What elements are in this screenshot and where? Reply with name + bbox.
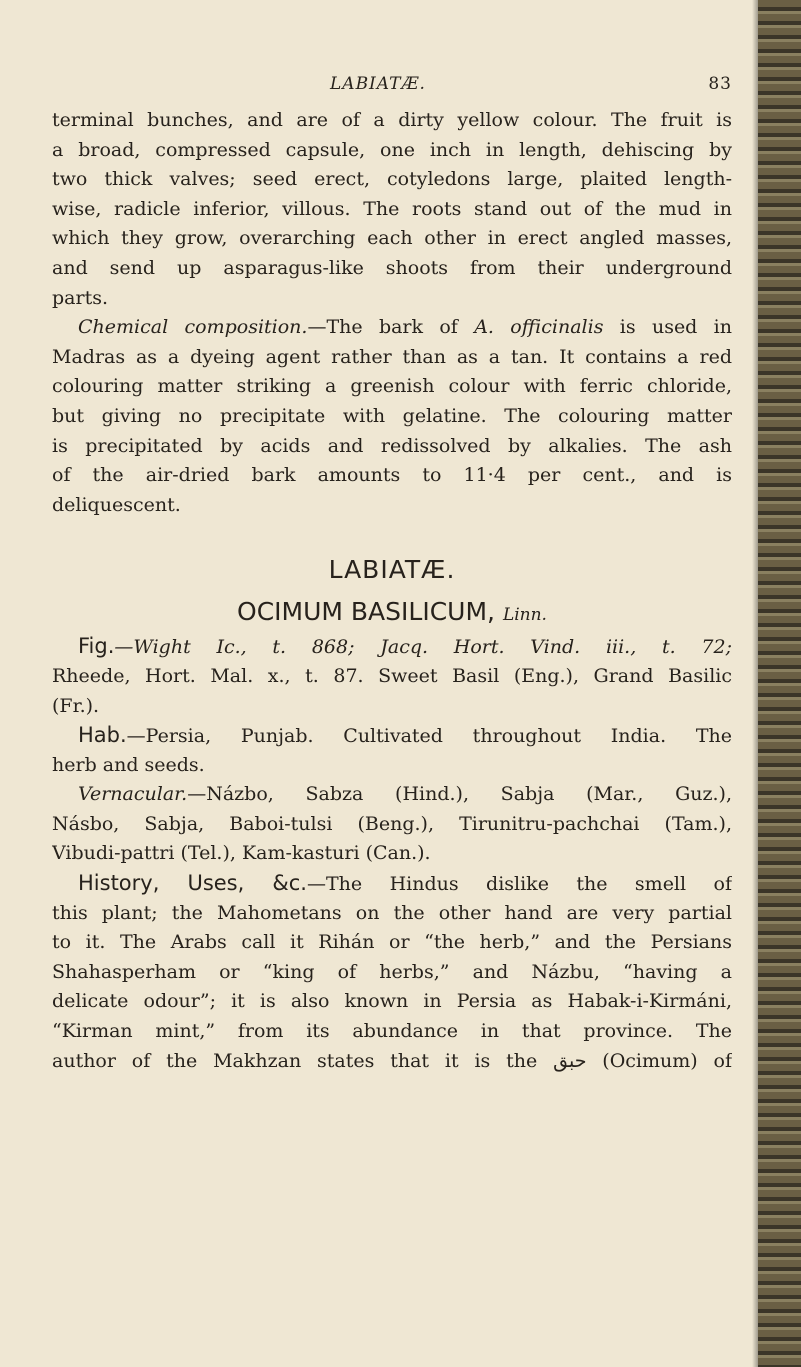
chemical-composition-line xyxy=(52,313,732,343)
spacer xyxy=(52,520,732,548)
hab-line xyxy=(52,721,732,751)
text-line: Madras as a dyeing agent rather than as a tan. It contains a red xyxy=(52,345,732,368)
vernacular-text: —Názbo, Sabza (Hind.), Sabja (Mar., Guz.), xyxy=(187,783,732,806)
species-ref: A. officinalis xyxy=(474,316,604,339)
vernacular-label: Vernacular. xyxy=(78,783,188,806)
text-line: this plant; the Mahometans on the other hand are very partial xyxy=(52,901,732,924)
hab-text: —Persia, Punjab. Cultivated throughout India. The xyxy=(126,725,732,748)
vernacular-line xyxy=(52,780,732,810)
text-line: herb and seeds. xyxy=(52,753,205,776)
text-line: to it. The Arabs call it Rihán or “the herb,” and the Persians xyxy=(52,931,732,954)
history-text: —The Hindus dislike the smell of xyxy=(306,873,732,896)
page-number: 83 xyxy=(708,74,732,94)
fig-line xyxy=(52,632,732,662)
page-header xyxy=(52,74,732,94)
text-line: and send up asparagus-like shoots from their underground xyxy=(52,256,732,279)
hab-label: Hab. xyxy=(78,723,127,748)
running-head: LABIATÆ. xyxy=(330,74,426,94)
text-line: “Kirman mint,” from its abundance in that province. The xyxy=(52,1020,732,1043)
body-text xyxy=(52,106,732,1076)
chemical-label: Chemical composition. xyxy=(78,316,308,339)
text-line: (Fr.). xyxy=(52,694,100,717)
text-line: two thick valves; seed erect, cotyledons large, plaited length- xyxy=(52,168,732,191)
text-line: deliquescent. xyxy=(52,493,181,516)
species-name: OCIMUM BASILICUM, xyxy=(237,597,495,627)
section-heading: LABIATÆ. xyxy=(328,555,456,585)
history-label: History, Uses, &c. xyxy=(78,871,307,896)
text-line: wise, radicle inferior, villous. The roots stand out of the mud in xyxy=(52,197,732,220)
text-line: which they grow, overarching each other in erect angled masses, xyxy=(52,227,732,250)
text-line: of the air-dried bark amounts to 11·4 per cent., and is xyxy=(52,464,732,487)
fig-label: Fig. xyxy=(78,634,115,659)
history-line xyxy=(52,869,732,899)
text-line: is precipitated by acids and redissolved by alkalies. The ash xyxy=(52,434,732,457)
text-line: terminal bunches, and are of a dirty yellow colour. The fruit is xyxy=(52,109,732,131)
text-line: parts. xyxy=(52,286,108,309)
fig-text: —Wight Ic., t. 868; Jacq. Hort. Vind. iii., t. 72; xyxy=(114,636,732,659)
species-heading xyxy=(52,592,732,632)
text-line: but giving no precipitate with gelatine. The colouring matter xyxy=(52,404,732,427)
text-line: colouring matter striking a greenish colour with ferric chloride, xyxy=(52,375,732,398)
chemical-text: —The bark of xyxy=(307,316,475,339)
text-line: author of the Makhzan states that it is the ﺣﺒﻖ (Ocimum) of xyxy=(52,1049,732,1072)
text-line: delicate odour”; it is also known in Persia as Habak-i-Kirmáni, xyxy=(52,990,732,1013)
text-line: Vibudi-pattri (Tel.), Kam-kasturi (Can.). xyxy=(52,842,431,865)
text-line: Násbo, Sabja, Baboi-tulsi (Beng.), Tirunitru-pachchai (Tam.), xyxy=(52,812,732,835)
text-line: Rheede, Hort. Mal. x., t. 87. Sweet Basil (Eng.), Grand Basilic xyxy=(52,664,732,687)
text-line: Shahasperham or “king of herbs,” and Názbu, “having a xyxy=(52,960,732,983)
adjacent-pages-edge xyxy=(758,0,801,1367)
chemical-tail: is used in xyxy=(603,316,732,339)
species-authority: Linn. xyxy=(502,605,547,626)
text-line: a broad, compressed capsule, one inch in length, dehiscing by xyxy=(52,138,732,161)
